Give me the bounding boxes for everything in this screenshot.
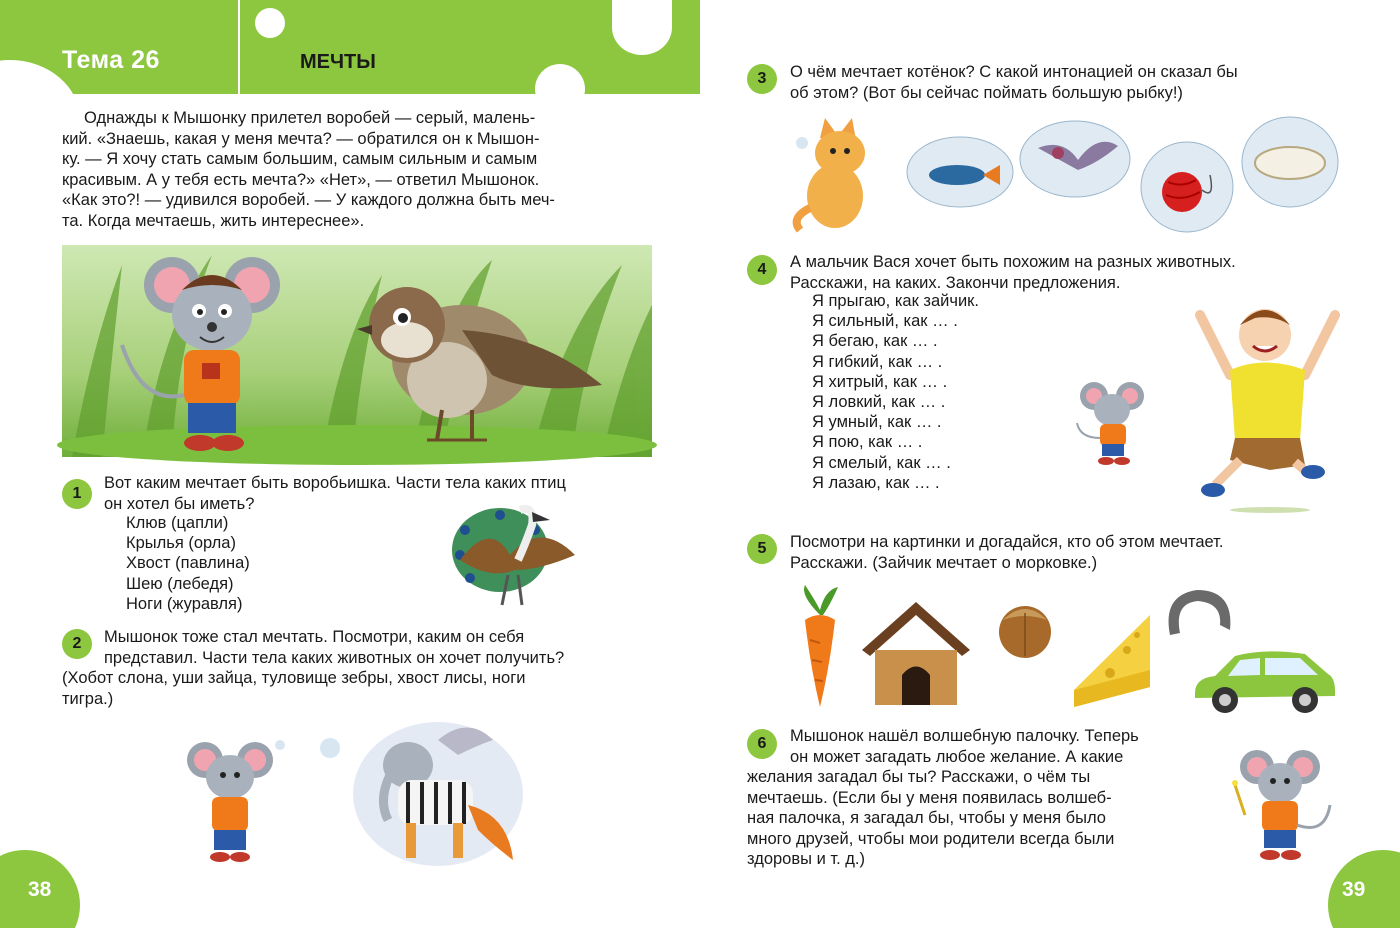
task6-line: здоровы и т. д.) [747,850,865,868]
task6-line: он может загадать любое желание. А какие [790,747,1124,766]
task2-line: представил. Части тела каких животных он хочет получить? [104,648,565,667]
task-number-1: 1 [62,479,92,509]
task2-text [62,627,652,709]
jumping-boy-image [1195,300,1345,515]
mouse-wand-image [1225,745,1340,867]
task4-item: Я хитрый, как … . [812,372,948,391]
car-icon [1190,648,1338,716]
page-number-left [0,850,80,928]
task4-item: Я ловкий, как … . [812,393,946,412]
task4-line: А мальчик Вася хочет быть похожим на разных животных. [790,253,1236,271]
task-number-3: 3 [747,64,777,94]
task4-item: Я гибкий, как … . [812,352,943,371]
doghouse-icon [857,600,975,708]
fish-thought-icon [905,135,1015,210]
task1-item: Хвост (павлина) [126,554,250,573]
task1-line: Вот каким мечтает быть воробьишка. Части тела каких птиц [104,474,566,492]
intro-line: красивым. А у тебя есть мечта?» «Нет», — ответил Мышонок. [62,170,540,189]
task2-line: (Хобот слона, уши зайца, туловище зебры, хвост лисы, ноги [62,669,526,687]
intro-line: «Как это?! — удивился воробей. — У каждого должна быть меч- [62,191,555,209]
task4-item: Я пою, как … . [812,433,923,452]
task2-line: Мышонок тоже стал мечтать. Посмотри, каким он себя [104,628,525,646]
right-page [700,0,1400,928]
mouse-chimera-image [318,720,538,868]
task6-line: много друзей, чтобы мои родители всегда были [747,829,1115,848]
task6-line: желания загадал бы ты? Расскажи, о чём ты [747,768,1091,786]
task6-line: мечтаешь. (Если бы у меня появилась волшеб- [747,788,1112,807]
mouse-and-sparrow-scene-image [62,245,652,457]
carrot-icon [790,585,850,710]
task-number-2: 2 [62,629,92,659]
task4-list [812,291,979,493]
task-number-5: 5 [747,534,777,564]
task1-item: Шею (лебедя) [126,574,234,593]
intro-line: кий. «Знаешь, какая у меня мечта? — обратился он к Мышон- [62,129,540,148]
task-number-4: 4 [747,255,777,285]
task6-text [747,726,1203,870]
task5-text [790,532,1339,573]
bird-thought-icon [1018,118,1133,200]
task5-line: Расскажи. (Зайчик мечтает о морковке.) [790,553,1098,572]
task1-item: Крылья (орла) [126,534,236,553]
task1-line: он хотел бы иметь? [104,494,255,513]
task3-line: об этом? (Вот бы сейчас поймать большую рыбку!) [790,83,1183,102]
page-number-left-label: 38 [28,878,52,901]
mouse-small-image [1072,378,1157,468]
horseshoe-icon [1162,585,1237,645]
task4-text [790,252,1339,293]
cheese-icon [1072,615,1152,710]
intro-paragraph [62,108,652,231]
mouse-dreaming-image [180,735,290,870]
kitten-image [790,118,880,233]
task6-line: ная палочка, я загадал бы, чтобы у меня было [747,809,1106,827]
task4-item: Я бегаю, как … . [812,332,938,351]
task6-line: Мышонок нашёл волшебную палочку. Теперь [790,727,1139,745]
page-number-right-label: 39 [1342,878,1366,901]
intro-line: та. Когда мечтаешь, жить интереснее». [62,211,365,230]
task4-item: Я умный, как … . [812,413,942,432]
intro-line: ку. — Я хочу стать самым большим, самым сильным и самым [62,150,538,168]
task4-line: Расскажи, на каких. Закончи предложения. [790,273,1121,292]
task2-line: тигра.) [62,689,114,708]
intro-line: Однажды к Мышонку прилетел воробей — серый, малень- [84,109,536,127]
task1-item: Клюв (цапли) [126,514,229,532]
fantasy-bird-image [440,500,580,612]
yarn-thought-icon [1140,140,1235,235]
task-number-6: 6 [747,729,777,759]
theme-label: Тема 26 [62,46,160,74]
header-band [0,0,700,94]
task5-line: Посмотри на картинки и догадайся, кто об этом мечтает. [790,533,1224,551]
task4-item: Я сильный, как … . [812,312,958,331]
task4-item: Я смелый, как … . [812,453,951,472]
page-title: МЕЧТЫ [300,51,376,73]
task1-list [126,513,250,614]
task3-text [790,62,1339,103]
task4-item: Я прыгаю, как зайчик. [812,292,979,310]
task1-item: Ноги (журавля) [126,594,243,613]
nut-icon [995,598,1055,660]
milk-thought-icon [1240,115,1340,210]
task4-item: Я лазаю, как … . [812,473,940,492]
task3-line: О чём мечтает котёнок? С какой интонацией он сказал бы [790,63,1238,81]
